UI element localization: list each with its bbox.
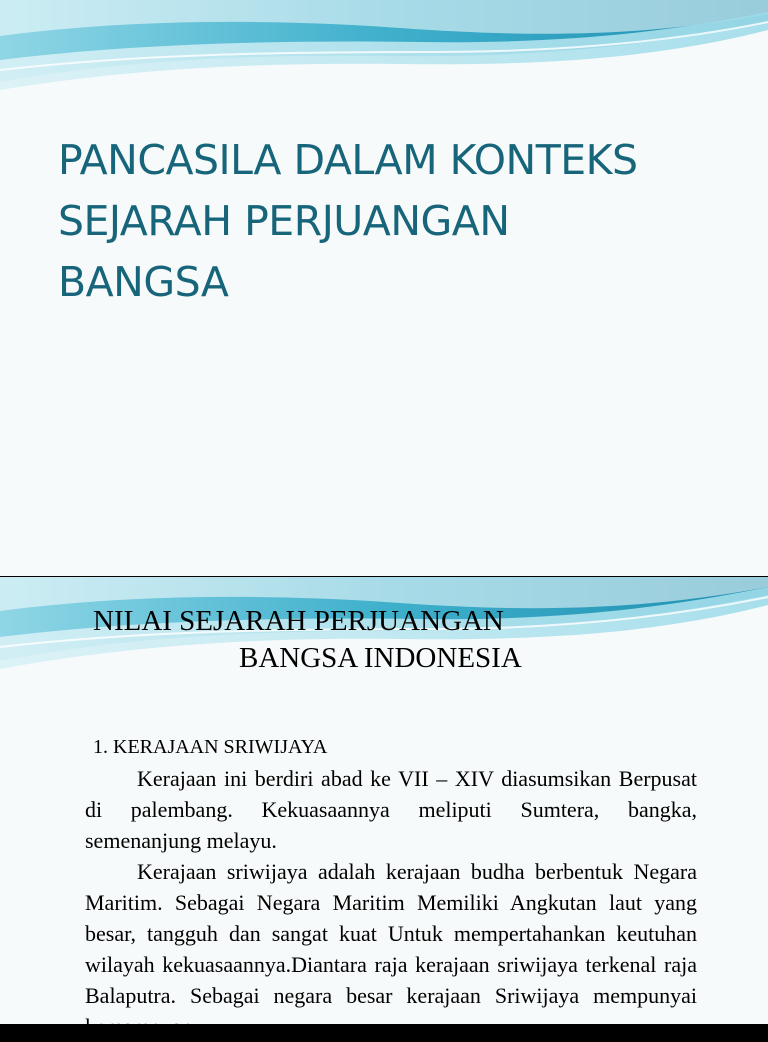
slide-title-line: BANGSA [58, 258, 229, 306]
slide-title-line: PANCASILA DALAM KONTEKS [58, 136, 638, 184]
section-heading: 1. KERAJAAN SRIWIJAYA [93, 736, 328, 758]
slide-title [58, 130, 748, 313]
slide-body [85, 732, 697, 1042]
body-paragraph: Kerajaan ini berdiri abad ke VII – XIV diasumsikan Berpusat di palembang. Kekuasaannya meliputi Sumtera, bangka, semenanjung melayu. [85, 766, 697, 853]
wave-decoration [0, 0, 768, 110]
slide-title-line: SEJARAH PERJUANGAN [58, 197, 510, 245]
slide-title [0, 603, 768, 677]
content-slide [0, 577, 768, 1039]
body-paragraph: Kerajaan sriwijaya adalah kerajaan budha berbentuk Negara Maritim. Sebagai Negara Maritim Memiliki Angkutan laut yang besar, tangguh dan sangat kuat Untuk mempertahankan keutuhan wilayah kekuasaannya.Diantara raja kerajaan sriwijaya terkenal raja Balaputra. Sebagai negara besar kerajaan Sriwijaya mempunyai kemampuan [85, 859, 697, 1039]
slide-title-line: BANGSA INDONESIA [239, 642, 522, 674]
slide-title-line: NILAI SEJARAH PERJUANGAN [93, 605, 504, 637]
